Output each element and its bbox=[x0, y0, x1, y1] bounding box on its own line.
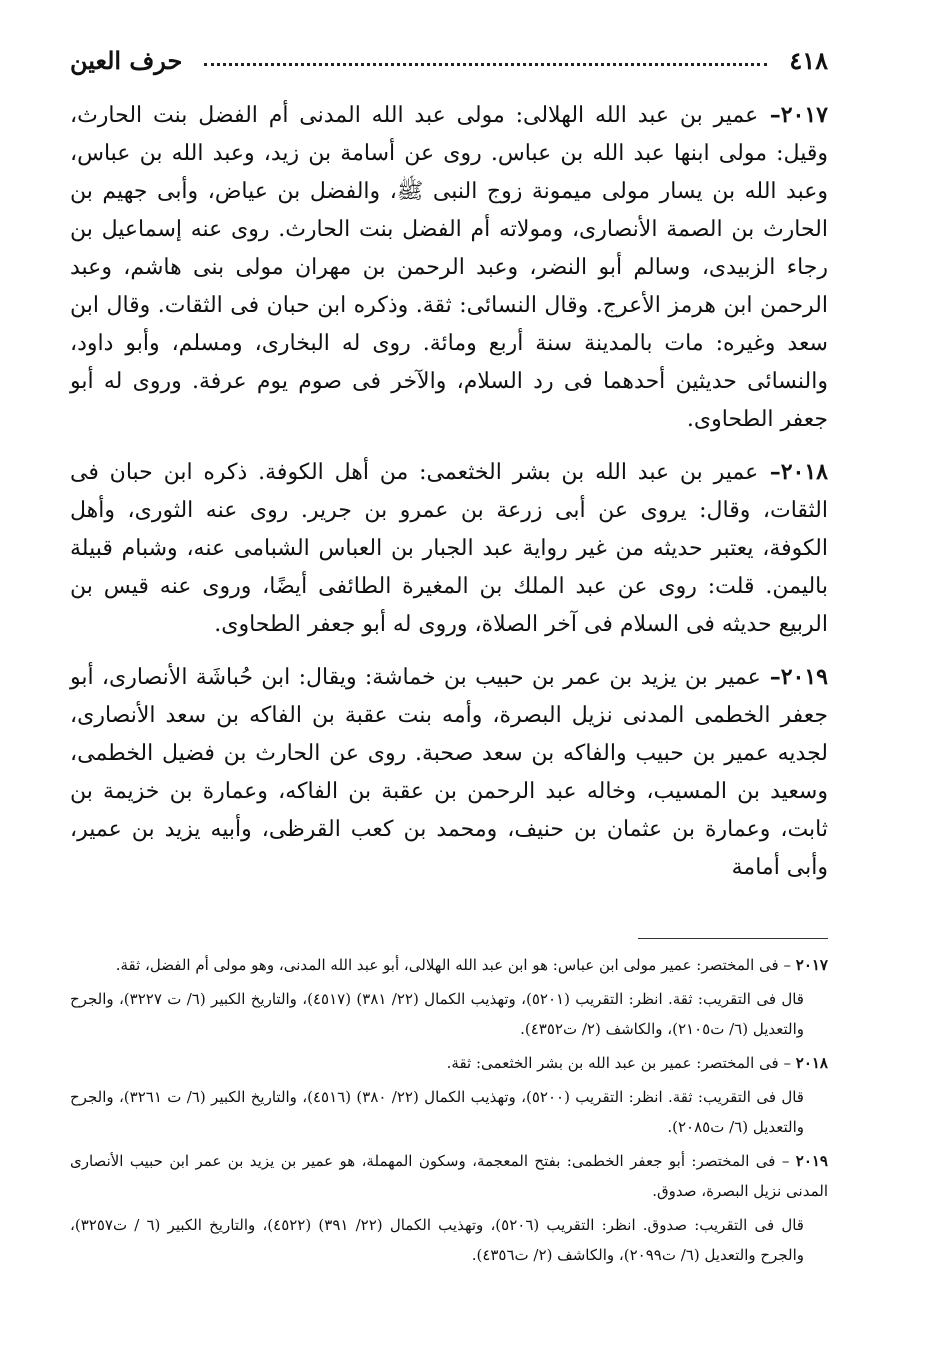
footnote-citation: قال فى التقريب: صدوق. انظر: التقريب (٥٢٠٦)، وتهذيب الكمال (٢٢/ ٣٩١) (٤٥٢٢)، والتاريخ الكبير (٦ / ت٣٢٥٧)، والجرح والتعديل (٦/ ت٢٠٩٩)، والكاشف (٢/ ت٤٣٥٦). bbox=[70, 1216, 804, 1264]
section-title: حرف العين bbox=[70, 45, 183, 75]
main-text bbox=[70, 96, 828, 901]
biography-entry: ٢٠١٧– عمير بن عبد الله الهلالى: مولى عبد الله المدنى أم الفضل بنت الحارث، وقيل: مولى ابنها عبد الله بن عباس. روى عن أسامة بن زيد، وعبد الله بن عباس، وعبد الله بن يسار مولى ميمونة زوج النبى ﷺ، والفضل بن عياض، وأبى جهيم بن الحارث بن الصمة الأنصارى، ومولاته أم الفضل بنت الحارث. روى عنه إسماعيل بن رجاء الزبيدى، وسالم أبو النضر، وعبد الرحمن بن مهران مولى بنى هاشم، وعبد الرحمن ابن هرمز الأعرج. وقال النسائى: ثقة. وذكره ابن حبان فى الثقات. وقال ابن سعد وغيره: مات بالمدينة سنة أربع ومائة. روى له البخارى، ومسلم، وأبو داود، والنسائى حديثين أحدهما فى رد السلام، والآخر فى صوم يوم عرفة. وروى له أبو جعفر الطحاوى. bbox=[70, 102, 828, 432]
book-page bbox=[70, 40, 828, 1340]
entry-text: عمير بن يزيد بن عمر بن حبيب بن خماشة: ويقال: ابن حُباشَة الأنصارى، أبو جعفر الخطمى المدنى نزيل البصرة، وأمه بنت عقبة بن الفاكه بن سعد الأنصارى، لجديه عمير بن حبيب والفاكه بن سعد صحبة. روى عن الحارث بن فضيل الخطمى، وسعيد بن المسيب، وخاله عبد الرحمن بن عقبة بن الفاكه، وعمارة بن خزيمة بن ثابت، وعمارة بن عثمان بن حنيف، ومحمد بن كعب القرظى، وأبيه يزيد بن عمير، وأبى أمامة bbox=[70, 665, 828, 880]
footnote-separator bbox=[638, 938, 828, 939]
footnote-number: ٢٠١٨ bbox=[795, 1054, 828, 1072]
footnote-text: فى المختصر: عمير مولى ابن عباس: هو ابن عبد الله الهلالى، أبو عبد الله المدنى، وهو مولى أم الفضل، ثقة. bbox=[115, 956, 779, 974]
entry-text: عمير بن عبد الله الهلالى: مولى عبد الله المدنى أم الفضل بنت الحارث، وقيل: مولى ابنها عبد الله بن عباس. روى عن أسامة بن زيد، وعبد الله بن عباس، وعبد الله بن يسار مولى ميمونة زوج النبى ﷺ، والفضل بن عياض، وأبى جهيم بن الحارث بن الصمة الأنصارى، ومولاته أم الفضل بنت الحارث. روى عنه إسماعيل بن رجاء الزبيدى، وسالم أبو النضر، وعبد الرحمن بن مهران مولى بنى هاشم، وعبد الرحمن ابن هرمز الأعرج. وقال النسائى: ثقة. وذكره ابن حبان فى الثقات. وقال ابن سعد وغيره: مات بالمدينة سنة أربع ومائة. روى له البخارى، ومسلم، وأبو داود، والنسائى حديثين أحدهما فى رد السلام، والآخر فى صوم يوم عرفة. وروى له أبو جعفر الطحاوى. bbox=[70, 103, 828, 432]
footnote-text: فى المختصر: أبو جعفر الخطمى: بفتح المعجمة، وسكون المهملة، هو عمير بن يزيد بن عمر ابن حبيب الأنصارى المدنى نزيل البصرة، صدوق. bbox=[70, 1152, 828, 1200]
footnote: ٢٠١٧ – فى المختصر: عمير مولى ابن عباس: هو ابن عبد الله الهلالى، أبو عبد الله المدنى، وهو مولى أم الفضل، ثقة. bbox=[115, 956, 828, 974]
page-number: ٤١٨ bbox=[789, 45, 828, 75]
running-header bbox=[70, 40, 828, 80]
entry-number: ٢٠١٨ bbox=[780, 459, 828, 485]
header-dot-leader bbox=[204, 63, 767, 66]
biography-entry: ٢٠١٨– عمير بن عبد الله بن بشر الخثعمى: من أهل الكوفة. ذكره ابن حبان فى الثقات، وقال: يروى عن أبى زرعة بن عمرو بن جرير. روى عنه الثورى، وأهل الكوفة، يعتبر حديثه من غير رواية عبد الجبار بن العباس الشبامى عنه، وشبام قبيلة باليمن. قلت: روى عن عبد الملك بن المغيرة الطائفى أيضًا، وروى عنه قيس بن الربيع حديثه فى السلام فى آخر الصلاة، وروى له أبو جعفر الطحاوى. bbox=[70, 459, 828, 637]
footnote-citation: قال فى التقريب: ثقة. انظر: التقريب (٥٢٠١)، وتهذيب الكمال (٢٢/ ٣٨١) (٤٥١٧)، والتاريخ الكبير (٦/ ت ٣٢٢٧)، والجرح والتعديل (٦/ ت٢١٠٥)، والكاشف (٢/ ت٤٣٥٢). bbox=[70, 990, 804, 1038]
entry-number: ٢٠١٩ bbox=[780, 664, 828, 690]
entry-number: ٢٠١٧ bbox=[780, 102, 828, 128]
footnote-number: ٢٠١٧ bbox=[795, 956, 828, 974]
footnote: ٢٠١٨ – فى المختصر: عمير بن عبد الله بن بشر الخثعمى: ثقة. bbox=[446, 1054, 828, 1072]
biography-entry: ٢٠١٩– عمير بن يزيد بن عمر بن حبيب بن خماشة: ويقال: ابن حُباشَة الأنصارى، أبو جعفر الخطمى المدنى نزيل البصرة، وأمه بنت عقبة بن الفاكه بن سعد الأنصارى، لجديه عمير بن حبيب والفاكه بن سعد صحبة. روى عن الحارث بن فضيل الخطمى، وسعيد بن المسيب، وخاله عبد الرحمن بن عقبة بن الفاكه، وعمارة بن خزيمة بن ثابت، وعمارة بن عثمان بن حنيف، ومحمد بن كعب القرظى، وأبيه يزيد بن عمير، وأبى أمامة bbox=[70, 664, 828, 880]
entry-text: عمير بن عبد الله بن بشر الخثعمى: من أهل الكوفة. ذكره ابن حبان فى الثقات، وقال: يروى عن أبى زرعة بن عمرو بن جرير. روى عنه الثورى، وأهل الكوفة، يعتبر حديثه من غير رواية عبد الجبار بن العباس الشبامى عنه، وشبام قبيلة باليمن. قلت: روى عن عبد الملك بن المغيرة الطائفى أيضًا، وروى عنه قيس بن الربيع حديثه فى السلام فى آخر الصلاة، وروى له أبو جعفر الطحاوى. bbox=[70, 460, 828, 637]
footnote: ٢٠١٩ – فى المختصر: أبو جعفر الخطمى: بفتح المعجمة، وسكون المهملة، هو عمير بن يزيد بن عمر ابن حبيب الأنصارى المدنى نزيل البصرة، صدوق. bbox=[70, 1152, 828, 1200]
footnote-citation: قال فى التقريب: ثقة. انظر: التقريب (٥٢٠٠)، وتهذيب الكمال (٢٢/ ٣٨٠) (٤٥١٦)، والتاريخ الكبير (٦/ ت ٣٢٦١)، والجرح والتعديل (٦/ ت٢٠٨٥). bbox=[70, 1088, 804, 1136]
footnotes bbox=[70, 950, 828, 1274]
footnote-number: ٢٠١٩ bbox=[795, 1152, 828, 1170]
footnote-text: فى المختصر: عمير بن عبد الله بن بشر الخثعمى: ثقة. bbox=[446, 1054, 779, 1072]
